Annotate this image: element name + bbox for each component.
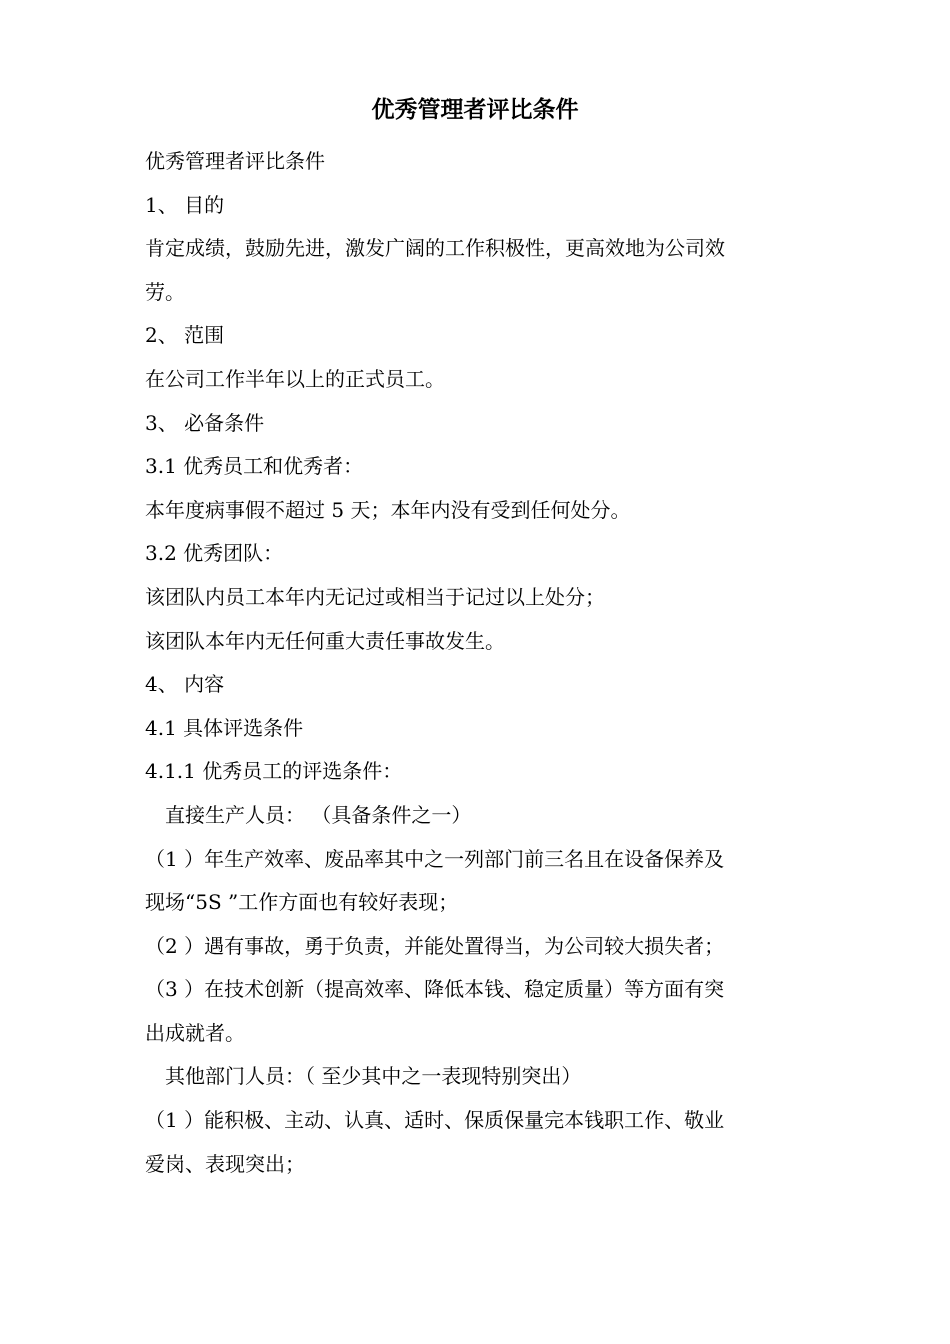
section-heading-purpose: 1、 目的 [145,192,225,217]
body-line: 该团队本年内无任何重大责任事故发生。 [145,628,505,653]
body-line: 出成就者。 [145,1020,245,1045]
list-item: （1 ）年生产效率、废品率其中之一列部门前三名且在设备保养及 [145,846,725,871]
body-line-indented: 直接生产人员： （具备条件之一） [165,802,472,827]
body-line: 现场“5S ”工作方面也有较好表现； [145,890,459,915]
body-line: 本年度病事假不超过 5 天；本年内没有受到任何处分。 [145,497,631,522]
body-line: 劳。 [145,279,185,304]
section-heading-requirements: 3、 必备条件 [145,410,265,435]
subsection-heading: 3.2 优秀团队： [145,541,284,566]
subsection-heading: 4.1 具体评选条件 [145,715,304,740]
document-title: 优秀管理者评比条件 [371,96,579,123]
subsection-heading: 3.1 优秀员工和优秀者： [145,454,364,479]
list-item: （3 ）在技术创新（提高效率、降低本钱、稳定质量）等方面有突 [145,977,725,1002]
list-item: （1 ）能积极、主动、认真、适时、保质保量完本钱职工作、敬业 [145,1108,725,1133]
subsection-heading: 4.1.1 优秀员工的评选条件： [145,759,403,784]
section-heading-scope: 2、 范围 [145,323,225,348]
body-line: 该团队内员工本年内无记过或相当于记过以上处分； [145,584,605,609]
document-body [145,140,805,1186]
body-line: 肯定成绩，鼓励先进，激发广阔的工作积极性，更高效地为公司效 [145,236,725,261]
section-heading-content: 4、 内容 [145,672,225,697]
body-line: 在公司工作半年以上的正式员工。 [145,366,445,391]
body-line: 优秀管理者评比条件 [145,149,325,173]
list-item: （2 ）遇有事故，勇于负责，并能处置得当，为公司较大损失者； [145,933,725,958]
body-line: 爱岗、表现突出； [145,1151,305,1176]
body-line-indented: 其他部门人员：（ 至少其中之一表现特别突出） [165,1064,582,1089]
